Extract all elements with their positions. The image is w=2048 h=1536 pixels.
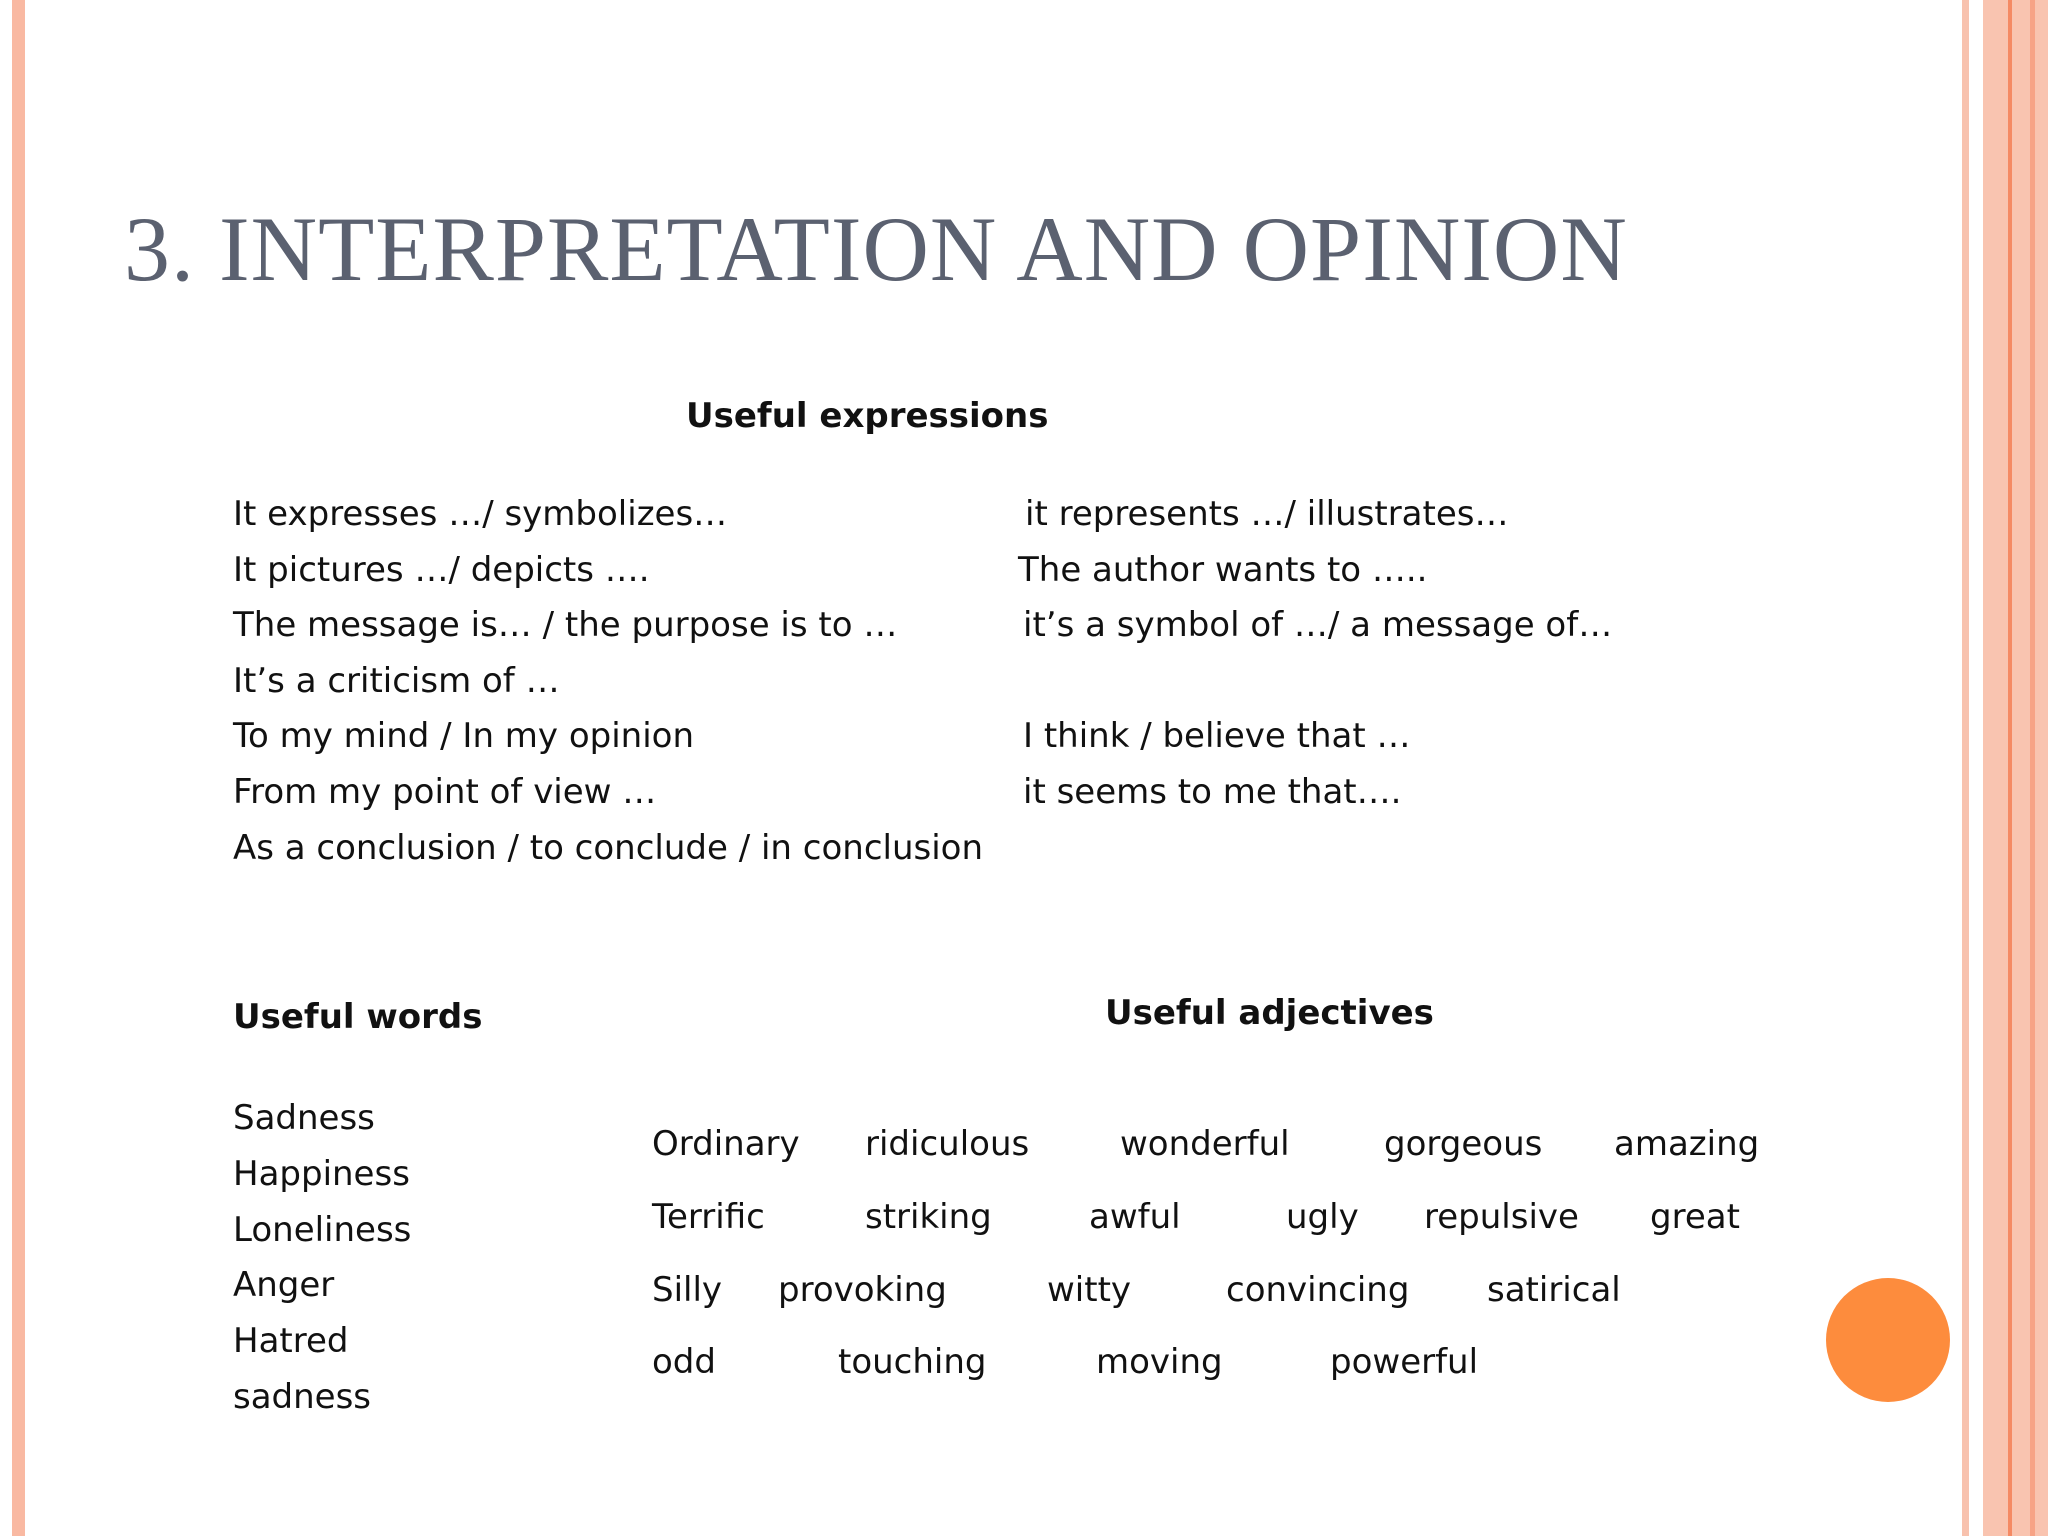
right-border-gap	[1969, 0, 1983, 1536]
right-border-band	[1983, 0, 2048, 1536]
adjective-item: ugly	[1286, 1197, 1359, 1237]
adjective-item: odd	[652, 1342, 716, 1382]
slide-title: 3. INTERPRETATION AND OPINION	[124, 198, 1628, 300]
orange-circle-decoration	[1826, 1278, 1950, 1402]
right-border-line	[2030, 0, 2035, 1536]
adjective-item: touching	[838, 1342, 987, 1382]
adjective-item: powerful	[1330, 1342, 1479, 1382]
words-heading: Useful words	[233, 997, 483, 1037]
expression-item: I think / believe that …	[1023, 716, 1411, 756]
word-item: Anger	[233, 1265, 335, 1305]
expression-item: it seems to me that….	[1023, 772, 1402, 812]
adjective-item: awful	[1089, 1197, 1181, 1237]
expression-item: It pictures …/ depicts ….	[233, 550, 650, 590]
expression-item: To my mind / In my opinion	[233, 716, 695, 756]
word-item: Hatred	[233, 1321, 349, 1361]
expressions-heading: Useful expressions	[686, 396, 1049, 436]
adjective-item: ridiculous	[865, 1124, 1030, 1164]
expression-item: The message is… / the purpose is to …	[233, 605, 898, 645]
expression-item: it represents …/ illustrates…	[1025, 494, 1509, 534]
expression-item: It’s a criticism of …	[233, 661, 560, 701]
adjective-item: striking	[865, 1197, 992, 1237]
right-border-stripe	[1962, 0, 1969, 1536]
word-item: Happiness	[233, 1154, 410, 1194]
adjective-item: moving	[1096, 1342, 1223, 1382]
right-border-line	[2008, 0, 2012, 1536]
adjective-item: satirical	[1487, 1270, 1621, 1310]
word-item: sadness	[233, 1377, 372, 1417]
expression-item: From my point of view …	[233, 772, 657, 812]
adjective-item: great	[1650, 1197, 1740, 1237]
adjective-item: gorgeous	[1384, 1124, 1543, 1164]
word-item: Loneliness	[233, 1210, 412, 1250]
adjective-item: repulsive	[1424, 1197, 1579, 1237]
adjectives-heading: Useful adjectives	[1105, 993, 1434, 1033]
expression-item: It expresses …/ symbolizes…	[233, 494, 728, 534]
adjective-item: wonderful	[1120, 1124, 1290, 1164]
adjective-item: witty	[1047, 1270, 1132, 1310]
word-item: Sadness	[233, 1098, 375, 1138]
expression-item: it’s a symbol of …/ a message of…	[1023, 605, 1613, 645]
expression-item: The author wants to …..	[1018, 550, 1428, 590]
expression-item: As a conclusion / to conclude / in conclusion	[233, 828, 984, 868]
adjective-item: Ordinary	[652, 1124, 800, 1164]
adjective-item: convincing	[1226, 1270, 1410, 1310]
adjective-item: Silly	[652, 1270, 723, 1310]
adjective-item: Terrific	[652, 1197, 765, 1237]
adjective-item: provoking	[778, 1270, 947, 1310]
left-border-bar	[12, 0, 25, 1536]
adjective-item: amazing	[1614, 1124, 1760, 1164]
